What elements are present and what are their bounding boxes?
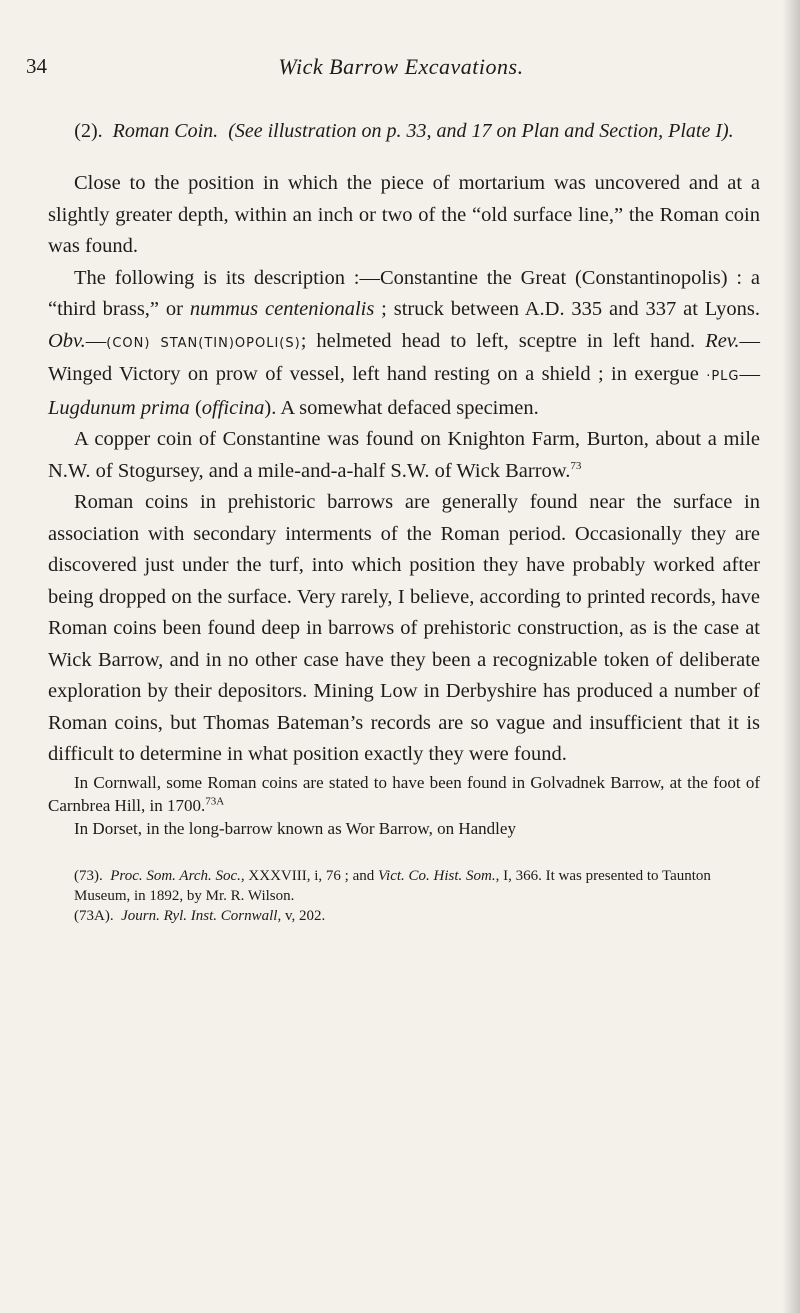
footnote-label: (73A). — [74, 907, 114, 924]
running-title: Wick Barrow Excavations. — [278, 54, 524, 79]
page-edge-shadow — [782, 0, 800, 1313]
section-heading — [48, 116, 760, 146]
text-run: ). A somewhat defaced specimen. — [264, 396, 539, 419]
paragraph-roman-coins-barrows: Roman coins in prehistoric barrows are generally found near the surface in association with secondary interments of the Roman period. Occasionally they are discovered just under the turf, into which position they have probably worked after being dropped on the surface. Very rarely, I believe, according to printed records, have Roman coins been found deep in barrows of prehistoric construction, as is the case at Wick Barrow, and in no other case have they been a recognizable token of deliberate exploration by their depositors. Mining Low in Derbyshire has produced a number of Roman coins, but Thomas Bateman’s records are so vague and insufficient that it is difficult to determine in what position exactly they were found. — [48, 491, 760, 765]
text-run-italic: nummus centenionalis — [189, 298, 375, 320]
text-run-italic: Lugdunum prima — [48, 396, 190, 419]
text-run: ( — [189, 396, 202, 419]
paragraph-knighton-farm — [48, 424, 760, 487]
obverse-legend: (CON) STAN(TIN)OPOLI(S) — [106, 335, 301, 351]
text-run: ; helmeted head to left, sceptre in left hand. — [300, 329, 706, 352]
section-number: (2). — [74, 120, 103, 142]
text-run: A copper coin of Constantine was found on Knighton Farm, Burton, about a mile N.W. of Stogursey, and a mile-and-a-half S.W. of Wick Barrow. — [48, 428, 760, 482]
paragraph-coin-description — [48, 263, 760, 425]
footnote-label: (73). — [74, 867, 103, 884]
text-run: , v, 202. — [277, 907, 326, 924]
page-body — [48, 116, 760, 926]
text-run-italic: officina — [201, 396, 265, 419]
text-run: In Cornwall, some Roman coins are stated to have been found in Golvadnek Barrow, at the foot of Carnbrea Hill, in 1700. — [48, 772, 760, 815]
text-run-italic: Proc. Som. Arch. Soc. — [110, 867, 241, 884]
paragraph-find-position: Close to the position in which the piece of mortarium was uncovered and at a slightly greater depth, within an inch or two of the “old surface line,” the Roman coin was found. — [48, 172, 760, 257]
text-run: — — [739, 363, 760, 385]
footnotes — [48, 866, 760, 926]
text-run: — — [85, 329, 107, 352]
text-run: The following is its description :—Constantine the Great (Constantinopolis) : a “third brass,” or — [48, 266, 760, 320]
footnote-73a — [48, 906, 760, 926]
text-run-italic: Journ. Ryl. Inst. Cornwall — [121, 907, 278, 924]
reverse-label: Rev. — [705, 329, 740, 352]
paragraph-dorset: In Dorset, in the long-barrow known as Wor Barrow, on Handley — [74, 818, 516, 838]
footnote-73 — [48, 866, 760, 906]
section-note: (See illustration on p. 33, and 17 on Plan and Section, Plate I). — [228, 120, 734, 142]
text-run: ; struck between A.D. 335 and 337 at Lyons. — [374, 298, 760, 320]
text-run-italic: Vict. Co. Hist. Som. — [377, 867, 496, 884]
paragraph-cornwall — [48, 771, 760, 817]
exergue-legend: ·PLG — [706, 369, 740, 384]
section-title: Roman Coin. — [112, 120, 219, 142]
text-run: , I, 366. It was presented to Taunton Museum, in 1892, by Mr. R. Wilson. — [74, 867, 711, 904]
text-run: —Winged Victory on prow of vessel, left hand resting on a shield ; in exergue — [48, 329, 760, 385]
text-run: , XXXVIII, i, 76 ; and — [240, 867, 378, 884]
footnote-ref: 73 — [570, 459, 582, 472]
page-number: 34 — [26, 54, 47, 78]
footnote-ref: 73A — [205, 794, 225, 807]
running-head — [26, 54, 776, 84]
obverse-label: Obv. — [48, 329, 86, 352]
